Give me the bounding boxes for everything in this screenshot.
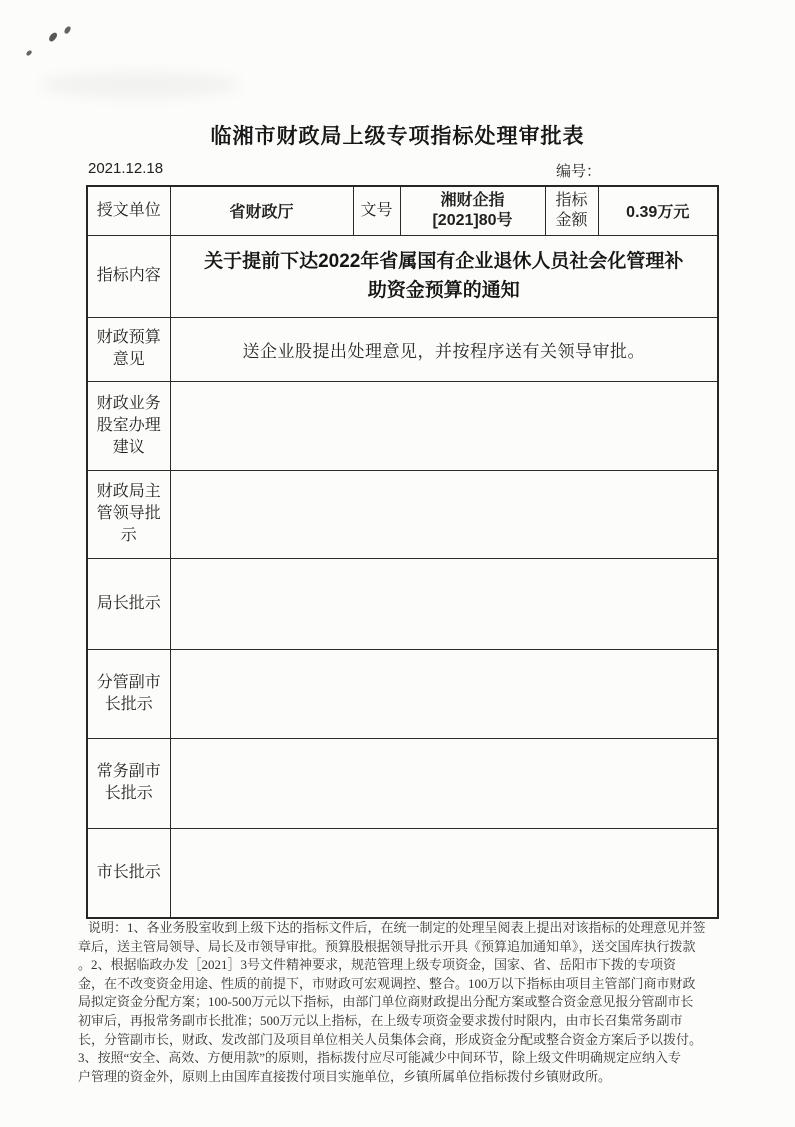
row-label: 财政业务股室办理建议 <box>87 381 170 470</box>
ink-speck <box>63 25 71 34</box>
amount-label: 指标金额 <box>545 186 598 235</box>
indicator-content-text: 关于提前下达2022年省属国有企业退休人员社会化管理补助资金预算的通知 <box>204 251 684 301</box>
table-row-bureau-leader-comment <box>87 470 718 558</box>
notes-line: 金，在不改变资金用途、性质的前提下，市财政可宏观调控、整合。100万以下指标由项目主管部门商市财政 <box>78 975 696 991</box>
ink-speck <box>48 31 58 43</box>
doc-number-line2: [2021]80号 <box>432 211 513 229</box>
ink-speck <box>26 49 33 56</box>
doc-number-value <box>400 186 545 235</box>
row-content-empty <box>170 828 718 918</box>
row-content-empty <box>170 558 718 649</box>
notes-line: 局拟定资金分配方案；100-500万元以下指标，由部门单位商财政提出分配方案或整合资金意见报分管副市长 <box>78 994 694 1010</box>
row-label: 财政局主管领导批示 <box>87 470 170 558</box>
notes-line: 户管理的资金外，原则上由国库直接拨付项目实施单位，乡镇所属单位指标拨付乡镇财政所。 <box>78 1068 612 1084</box>
notes-line: 章后，送主管局领导、局长及市领导审批。预算股根据领导批示开具《预算追加通知单》，送交国库执行拨款 <box>78 938 696 954</box>
serial-number-label: 编号： <box>556 163 602 180</box>
table-row-budget-opinion <box>87 317 718 381</box>
document-title: 临湘市财政局上级专项指标处理审批表 <box>210 125 585 148</box>
table-row-deputy-mayor-comment <box>87 649 718 738</box>
doc-number-label: 文号 <box>353 186 400 235</box>
row-label: 常务副市长批示 <box>87 738 170 828</box>
row-label: 局长批示 <box>87 558 170 649</box>
table-row-executive-deputy-mayor-comment <box>87 738 718 828</box>
row-label: 市长批示 <box>87 828 170 918</box>
document-date: 2021.12.18 <box>88 160 164 177</box>
row-content-empty <box>170 470 718 558</box>
row-content-empty <box>170 381 718 470</box>
notes-line: 3、按照“安全、高效、方便用款”的原则，指标拨付应尽可能减少中间环节，除上级文件明确规定应纳入专 <box>78 1050 682 1066</box>
budget-opinion-text: 送企业股提出处理意见，并按程序送有关领导审批。 <box>242 341 645 361</box>
table-row-mayor-comment <box>87 828 718 918</box>
row-label: 指标内容 <box>87 235 170 317</box>
issuing-unit-value: 省财政厅 <box>170 186 353 235</box>
table-row-header <box>87 186 718 235</box>
amount-value: 0.39万元 <box>598 186 718 235</box>
table-row-director-comment <box>87 558 718 649</box>
row-content-empty <box>170 649 718 738</box>
row-label: 分管副市长批示 <box>87 649 170 738</box>
notes-line: 初审后，再报常务副市长批准；500万元以上指标，在上级专项资金要求拨付时限内，由市长召集常务副市 <box>78 1012 683 1028</box>
row-content <box>170 235 718 317</box>
approval-table <box>86 185 719 919</box>
table-row-business-suggestion <box>87 381 718 470</box>
row-content <box>170 317 718 381</box>
row-content-empty <box>170 738 718 828</box>
notes-line: 说明：1、各业务股室收到上级下达的指标文件后，在统一制定的处理呈阅表上提出对该指标的处理意见并签 <box>88 920 706 935</box>
notes-paragraph <box>78 919 726 1086</box>
scan-smudge <box>40 72 240 98</box>
notes-line: 长，分管副市长，财政、发改部门及项目单位相关人员集体会商，形成资金分配或整合资金方案后予以拨付。 <box>78 1031 703 1047</box>
table-row-indicator-content <box>87 235 718 317</box>
issuing-unit-label: 授文单位 <box>87 186 170 235</box>
row-label: 财政预算意见 <box>87 317 170 381</box>
doc-number-line1: 湘财企指 <box>440 191 505 209</box>
notes-line: 。2、根据临政办发［2021］3号文件精神要求，规范管理上级专项资金，国家、省、岳阳市下拨的专项资 <box>78 957 677 973</box>
